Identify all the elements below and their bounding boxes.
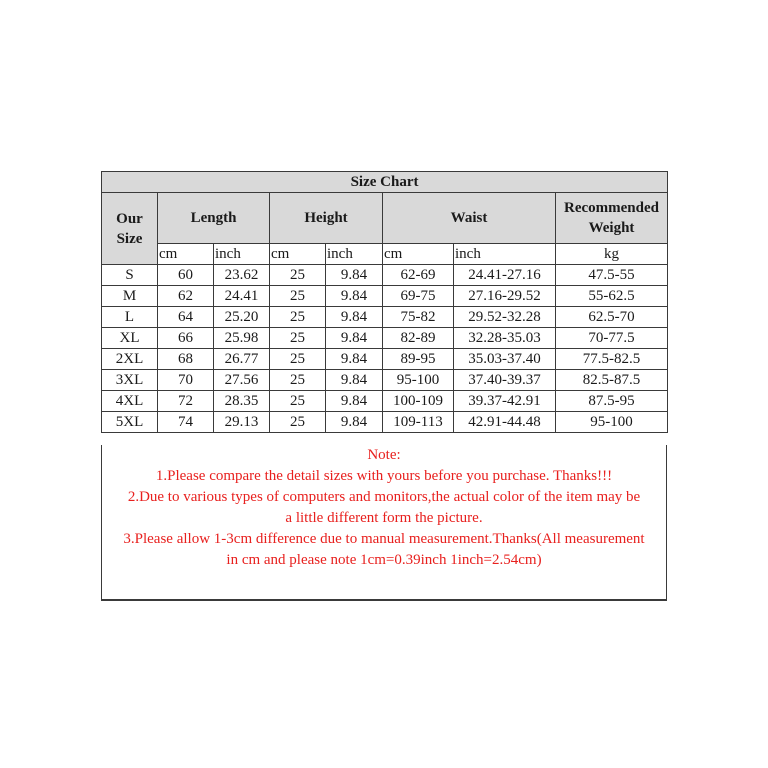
cell-waist-cm: 109-113 [383,412,454,433]
cell-waist-inch: 35.03-37.40 [454,349,556,370]
cell-size: 3XL [102,370,158,391]
note-line-2: 2.Due to various types of computers and monitors,the actual color of the item may be [127,489,641,505]
cell-length-cm: 70 [158,370,214,391]
notes-box [101,445,667,601]
title-row [102,172,668,193]
cell-length-inch: 27.56 [214,370,270,391]
cell-weight-kg: 62.5-70 [556,307,668,328]
table-row [102,328,668,349]
cell-size: M [102,286,158,307]
cell-height-inch: 9.84 [326,412,383,433]
cell-weight-kg: 70-77.5 [556,328,668,349]
cell-size: 4XL [102,391,158,412]
table-row [102,349,668,370]
unit-waist-cm: cm [383,244,454,265]
cell-weight-kg: 87.5-95 [556,391,668,412]
cell-weight-kg: 95-100 [556,412,668,433]
header-weight [556,193,668,244]
unit-length-cm: cm [158,244,214,265]
header-size-line-1: Our [116,210,143,227]
cell-weight-kg: 47.5-55 [556,265,668,286]
note-line-5: in cm and please note 1cm=0.39inch 1inch=2.54cm) [226,552,542,568]
note-line-1: 1.Please compare the detail sizes with yours before you purchase. Thanks!!! [155,468,613,484]
cell-height-inch: 9.84 [326,265,383,286]
table-row [102,370,668,391]
size-chart-sheet [101,171,667,601]
cell-weight-kg: 55-62.5 [556,286,668,307]
cell-size: 5XL [102,412,158,433]
unit-height-inch: inch [326,244,383,265]
cell-size: L [102,307,158,328]
cell-length-cm: 64 [158,307,214,328]
cell-weight-kg: 82.5-87.5 [556,370,668,391]
unit-row [102,244,668,265]
header-weight-line-2: Weight [588,220,635,236]
table-row [102,391,668,412]
cell-length-cm: 72 [158,391,214,412]
cell-height-cm: 25 [270,412,326,433]
cell-height-inch: 9.84 [326,307,383,328]
cell-waist-cm: 62-69 [383,265,454,286]
note-line-4: 3.Please allow 1-3cm difference due to manual measurement.Thanks(All measurement [123,531,645,547]
cell-waist-cm: 69-75 [383,286,454,307]
cell-length-cm: 66 [158,328,214,349]
header-row [102,193,668,244]
cell-height-inch: 9.84 [326,349,383,370]
table-row [102,307,668,328]
cell-size: S [102,265,158,286]
cell-length-inch: 28.35 [214,391,270,412]
cell-waist-inch: 27.16-29.52 [454,286,556,307]
header-size [102,193,158,265]
cell-waist-inch: 32.28-35.03 [454,328,556,349]
header-waist: Waist [383,193,556,244]
header-weight-line-1: Recommended [564,200,659,216]
cell-height-inch: 9.84 [326,328,383,349]
cell-waist-inch: 29.52-32.28 [454,307,556,328]
cell-length-inch: 23.62 [214,265,270,286]
cell-length-cm: 68 [158,349,214,370]
cell-length-inch: 24.41 [214,286,270,307]
cell-weight-kg: 77.5-82.5 [556,349,668,370]
cell-waist-inch: 24.41-27.16 [454,265,556,286]
header-height: Height [270,193,383,244]
cell-height-inch: 9.84 [326,391,383,412]
cell-waist-inch: 37.40-39.37 [454,370,556,391]
cell-size: XL [102,328,158,349]
note-title: Note: [367,447,401,463]
cell-height-cm: 25 [270,370,326,391]
header-size-line-2: Size [116,230,143,247]
cell-height-cm: 25 [270,307,326,328]
cell-height-inch: 9.84 [326,286,383,307]
cell-size: 2XL [102,349,158,370]
cell-waist-cm: 89-95 [383,349,454,370]
cell-waist-cm: 95-100 [383,370,454,391]
cell-waist-inch: 42.91-44.48 [454,412,556,433]
note-line-3: a little different form the picture. [285,510,483,526]
cell-waist-cm: 82-89 [383,328,454,349]
cell-length-cm: 74 [158,412,214,433]
cell-height-cm: 25 [270,349,326,370]
unit-height-cm: cm [270,244,326,265]
table-row [102,265,668,286]
size-rows [102,265,668,433]
table-row [102,286,668,307]
cell-length-inch: 25.20 [214,307,270,328]
cell-length-cm: 62 [158,286,214,307]
cell-waist-cm: 75-82 [383,307,454,328]
cell-length-inch: 25.98 [214,328,270,349]
cell-length-cm: 60 [158,265,214,286]
cell-height-inch: 9.84 [326,370,383,391]
cell-height-cm: 25 [270,391,326,412]
chart-title: Size Chart [102,172,668,193]
cell-length-inch: 26.77 [214,349,270,370]
unit-weight: kg [556,244,668,265]
size-chart-table [101,171,668,433]
cell-height-cm: 25 [270,265,326,286]
cell-height-cm: 25 [270,328,326,349]
unit-length-inch: inch [214,244,270,265]
cell-waist-cm: 100-109 [383,391,454,412]
cell-length-inch: 29.13 [214,412,270,433]
header-length: Length [158,193,270,244]
unit-waist-inch: inch [454,244,556,265]
table-row [102,412,668,433]
cell-waist-inch: 39.37-42.91 [454,391,556,412]
cell-height-cm: 25 [270,286,326,307]
